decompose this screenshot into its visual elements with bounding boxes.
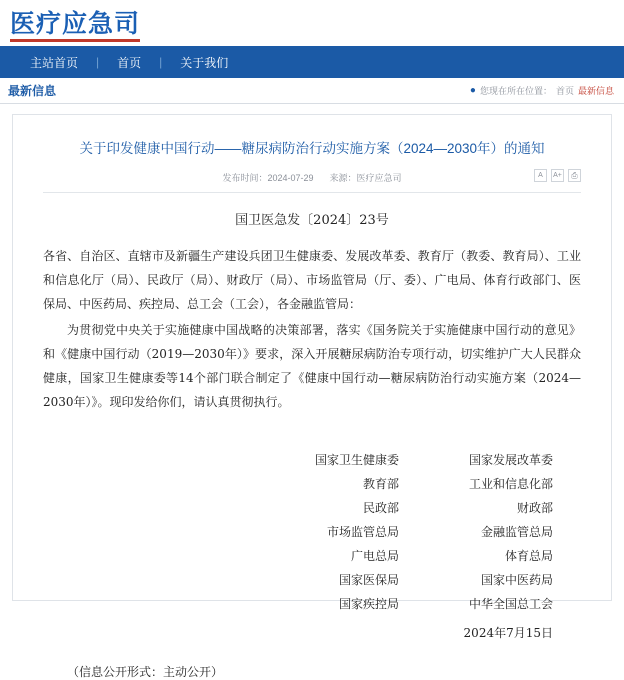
- signatory: 金融监管总局: [480, 525, 553, 540]
- logo-underline: [10, 39, 140, 42]
- signatory: 中华全国总工会: [468, 597, 553, 612]
- breadcrumb-prefix: 您现在所在位置：: [479, 86, 552, 96]
- signatory: 国家医保局: [338, 573, 399, 588]
- signatory: 国家疾控局: [338, 597, 399, 612]
- signatory: 工业和信息化部: [468, 477, 553, 492]
- nav-item-about-us[interactable]: 关于我们: [180, 55, 229, 70]
- signatory: 国家卫生健康委: [314, 453, 399, 468]
- signatory: 教育部: [362, 477, 399, 492]
- document-number: 国卫医急发〔2024〕23号: [235, 213, 389, 229]
- signatories-left: [315, 448, 399, 616]
- breadcrumb-home-link[interactable]: 首页: [555, 86, 574, 96]
- signatory: 国家发展改革委: [468, 453, 553, 468]
- signatory: 广电总局: [350, 549, 399, 564]
- meta-divider: [43, 192, 581, 193]
- signatories-right: [469, 448, 553, 616]
- publish-time: 发布时间：2024-07-29: [222, 173, 314, 184]
- main-navigation: [0, 46, 624, 78]
- article-source: 来源：医疗应急司: [329, 173, 402, 184]
- signature-block: [43, 448, 581, 616]
- signatory: 市场监管总局: [326, 525, 399, 540]
- print-button[interactable]: ⎙: [568, 169, 581, 182]
- signatory: 国家中医药局: [480, 573, 553, 588]
- signatory: 体育总局: [504, 549, 553, 564]
- site-logo[interactable]: [10, 8, 141, 38]
- site-logo-text: 医疗应急司: [10, 8, 141, 38]
- page-title: 最新信息: [8, 84, 57, 98]
- nav-item-home[interactable]: 首页: [117, 55, 142, 70]
- nav-separator: |: [159, 55, 163, 69]
- font-large-button[interactable]: A+: [551, 169, 564, 182]
- signatory: 财政部: [516, 501, 553, 516]
- signatory: 民政部: [362, 501, 399, 516]
- article-card: [12, 114, 612, 680]
- breadcrumb: [470, 84, 614, 97]
- nav-separator: |: [96, 55, 100, 69]
- article-paragraph: 为贯彻党中央关于实施健康中国战略的决策部署，落实《国务院关于实施健康中国行动的意见》和《健康中国行动（2019—2030年）》要求，深入开展糖尿病防治专项行动，切实维护广大人民群众健康，国家卫生健康委等14个部门联合制定了《健康中国行动—糖尿病防治行动实施方案（2024—2030年）》。现印发给你们，请认真贯彻执行。: [43, 323, 581, 410]
- disclosure-note: （信息公开形式：主动公开）: [67, 665, 224, 680]
- site-header: [0, 0, 624, 46]
- article-body: [43, 244, 581, 414]
- signature-date: 2024年7月15日: [463, 626, 553, 641]
- article-paragraph: 各省、自治区、直辖市及新疆生产建设兵团卫生健康委、发展改革委、教育厅（教委、教育局）、工业和信息化厅（局）、民政厅（局）、财政厅（局）、市场监管局（厅、委）、广电局、体育行政部门、医保局、中医药局、疾控局、总工会（工会），各金融监管局：: [43, 249, 581, 312]
- location-pin-icon: ●: [469, 84, 476, 96]
- article-tools: [534, 169, 581, 182]
- font-small-button[interactable]: A: [534, 169, 547, 182]
- article-title: 关于印发健康中国行动——糖尿病防治行动实施方案（2024—2030年）的通知: [79, 141, 545, 156]
- breadcrumb-current: 最新信息: [577, 86, 614, 96]
- article-meta: [43, 171, 581, 192]
- nav-item-main-home[interactable]: 主站首页: [30, 55, 79, 70]
- breadcrumb-bar: [0, 78, 624, 104]
- article-wrapper: [0, 104, 624, 680]
